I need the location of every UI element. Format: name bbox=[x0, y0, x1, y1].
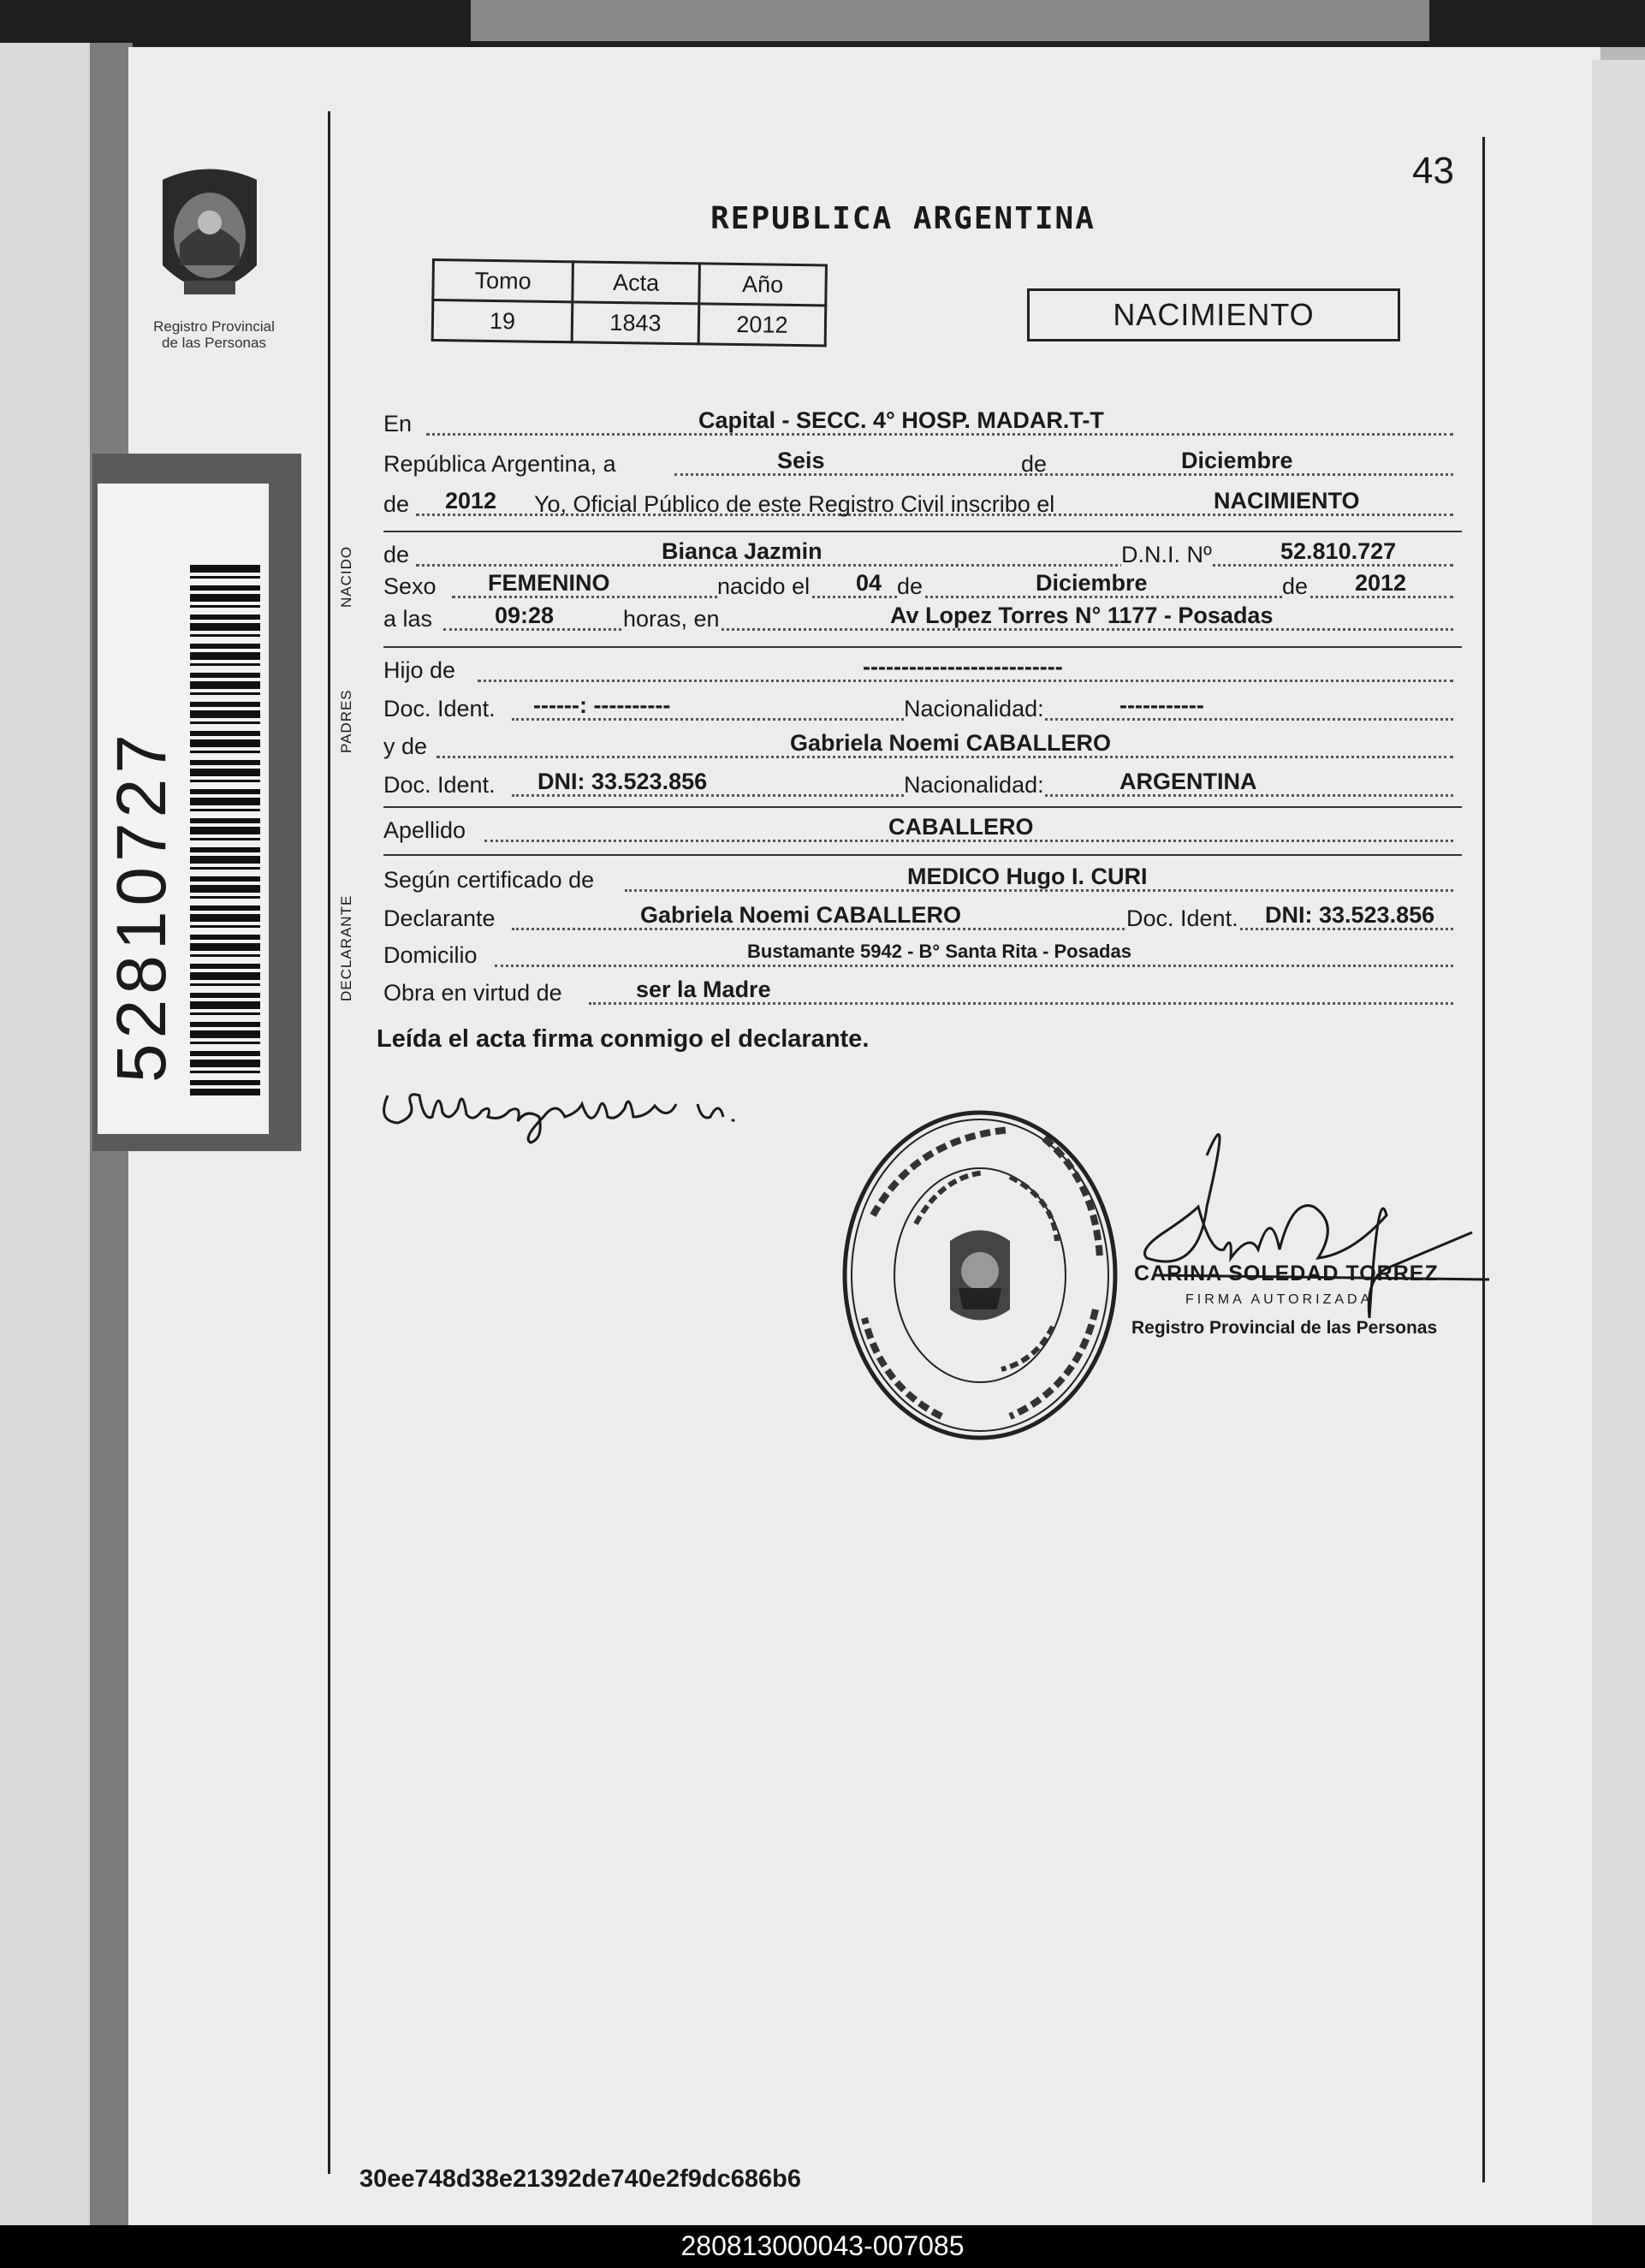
declarant-capacity: ser la Madre bbox=[636, 977, 771, 1002]
scan-id: 280813000043-007085 bbox=[680, 2230, 965, 2261]
row-mother bbox=[383, 729, 1458, 763]
mother-nationality: ARGENTINA bbox=[1119, 769, 1257, 794]
barcode-bars bbox=[190, 565, 260, 1095]
section-divider bbox=[383, 806, 1462, 808]
label-de-born: de bbox=[383, 542, 410, 567]
ref-value-tomo: 19 bbox=[432, 300, 573, 342]
mother-doc: DNI: 33.523.856 bbox=[537, 769, 708, 794]
registry-logo-caption: Registro Provincial de las Personas bbox=[153, 318, 275, 351]
top-edge-shadow bbox=[0, 0, 1645, 47]
row-mother-doc bbox=[383, 768, 1458, 802]
label-declarante: Declarante bbox=[383, 905, 496, 931]
page-number: 43 bbox=[1412, 150, 1454, 192]
label-doc-ident: Doc. Ident. bbox=[383, 696, 496, 721]
registration-event: NACIMIENTO bbox=[1214, 488, 1360, 514]
right-page-edges bbox=[1592, 60, 1645, 2225]
born-month: Diciembre bbox=[1036, 570, 1148, 596]
label-sexo: Sexo bbox=[383, 573, 436, 599]
label-de-birth: de bbox=[897, 569, 923, 603]
document-hash: 30ee748d38e21392de740e2f9dc686b6 bbox=[359, 2165, 801, 2193]
label-nacido: nacido el bbox=[717, 569, 810, 603]
row-surname bbox=[383, 813, 1458, 847]
label-nacionalidad: Nacionalidad: bbox=[904, 692, 1044, 726]
label-y-de: y de bbox=[383, 733, 428, 759]
section-label-padres: PADRES bbox=[338, 689, 354, 753]
label-nacionalidad-mother: Nacionalidad: bbox=[904, 768, 1044, 802]
father-doc: ------: ---------- bbox=[533, 692, 671, 718]
declarant-address: Bustamante 5942 - B° Santa Rita - Posadas bbox=[747, 941, 1131, 962]
row-father bbox=[383, 653, 1458, 687]
ref-value-ano: 2012 bbox=[698, 304, 826, 346]
ref-value-acta: 1843 bbox=[572, 302, 699, 344]
father-name: -------------------------- bbox=[863, 654, 1063, 680]
section-label-declarante: DECLARANTE bbox=[338, 894, 354, 1001]
registration-month: Diciembre bbox=[1181, 448, 1293, 473]
label-obra: Obra en virtud de bbox=[383, 980, 562, 1006]
born-year: 2012 bbox=[1355, 570, 1407, 596]
row-date bbox=[383, 447, 1458, 481]
barcode-number: 52810727 bbox=[103, 729, 181, 1083]
provincial-coat-of-arms-icon bbox=[154, 163, 265, 317]
registration-year: 2012 bbox=[445, 488, 497, 514]
label-hijo-de: Hijo de bbox=[383, 657, 456, 683]
born-time: 09:28 bbox=[495, 603, 555, 628]
born-day: 04 bbox=[856, 570, 882, 596]
official-stamp-seal-icon bbox=[839, 1104, 1121, 1446]
row-declarant bbox=[383, 901, 1458, 935]
label-certificado: Según certificado de bbox=[383, 867, 595, 893]
ref-header-ano: Año bbox=[699, 264, 827, 306]
left-page-edge bbox=[0, 43, 94, 2225]
official-role: FIRMA AUTORIZADA bbox=[1185, 1292, 1374, 1307]
certificate-value: MEDICO Hugo I. CURI bbox=[907, 864, 1148, 889]
declarant-name: Gabriela Noemi CABALLERO bbox=[640, 902, 962, 928]
born-name: Bianca Jazmin bbox=[662, 538, 822, 564]
label-domicilio: Domicilio bbox=[383, 942, 478, 968]
official-name: CARINA SOLEDAD TORREZ bbox=[1134, 1262, 1439, 1285]
surname-value: CABALLERO bbox=[888, 814, 1034, 840]
official-office: Registro Provincial de las Personas bbox=[1131, 1318, 1438, 1338]
label-doc-ident-declarant: Doc. Ident. bbox=[1126, 901, 1238, 935]
declarant-signature bbox=[372, 1070, 817, 1147]
label-en: En bbox=[383, 411, 413, 436]
row-born-time-place bbox=[383, 602, 1458, 636]
declarant-doc: DNI: 33.523.856 bbox=[1265, 902, 1435, 928]
label-dni: D.N.I. Nº bbox=[1121, 537, 1212, 572]
ref-header-tomo: Tomo bbox=[433, 260, 573, 302]
registration-day: Seis bbox=[777, 448, 825, 473]
label-de-year: de bbox=[1282, 569, 1308, 603]
row-place bbox=[383, 407, 1458, 441]
reference-table bbox=[431, 258, 828, 347]
born-place: Av Lopez Torres N° 1177 - Posadas bbox=[890, 603, 1274, 628]
document-title: REPUBLICA ARGENTINA bbox=[710, 201, 1096, 236]
ref-header-acta: Acta bbox=[573, 262, 700, 304]
mother-name: Gabriela Noemi CABALLERO bbox=[790, 730, 1112, 756]
section-divider bbox=[383, 646, 1462, 648]
label-republica: República Argentina, a bbox=[383, 451, 616, 477]
label-horas: horas, en bbox=[623, 602, 720, 636]
father-nationality: ----------- bbox=[1119, 692, 1204, 718]
section-divider bbox=[383, 531, 1462, 532]
row-address bbox=[383, 938, 1458, 972]
row-certificate bbox=[383, 863, 1458, 897]
row-capacity bbox=[383, 976, 1458, 1010]
registration-place: Capital - SECC. 4° HOSP. MADAR.T-T bbox=[698, 407, 1104, 433]
label-alas: a las bbox=[383, 606, 433, 632]
label-statement: Yo, Oficial Público de este Registro Civil inscribo el bbox=[534, 491, 1055, 517]
section-label-nacido: NACIDO bbox=[338, 545, 354, 608]
signature-note: Leída el acta firma conmigo el declarante. bbox=[377, 1025, 870, 1053]
label-de: de bbox=[1021, 451, 1048, 477]
label-year-de: de bbox=[383, 491, 410, 517]
label-apellido: Apellido bbox=[383, 817, 466, 843]
record-type-box: NACIMIENTO bbox=[1027, 288, 1400, 341]
row-year bbox=[383, 487, 1458, 521]
section-divider bbox=[383, 854, 1462, 856]
born-sex: FEMENINO bbox=[488, 570, 610, 596]
barcode-sticker bbox=[98, 484, 269, 1134]
page-left-border bbox=[328, 111, 330, 2174]
label-doc-ident-mother: Doc. Ident. bbox=[383, 772, 496, 798]
born-dni: 52.810.727 bbox=[1280, 538, 1397, 564]
row-father-doc bbox=[383, 692, 1458, 726]
